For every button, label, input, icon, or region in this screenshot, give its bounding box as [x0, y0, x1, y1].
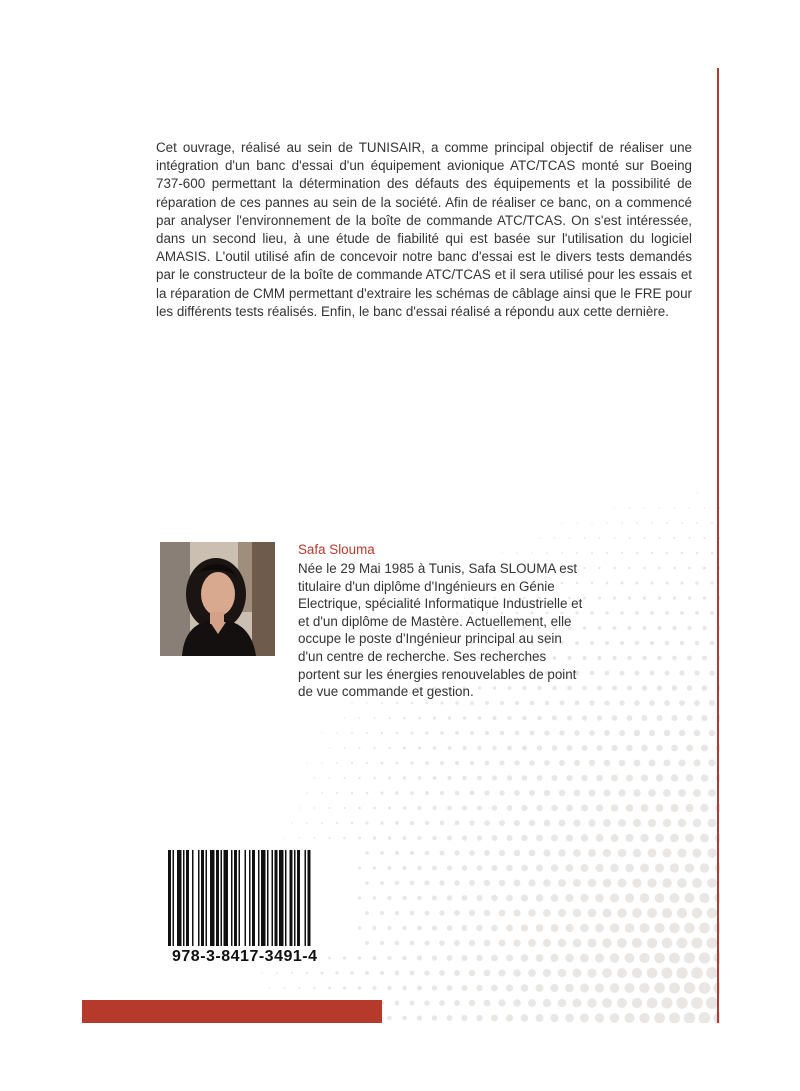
right-accent-rule	[717, 68, 719, 1023]
isbn-number: 978-3-8417-3491-4	[172, 948, 318, 965]
author-photo	[160, 542, 275, 656]
author-portrait-icon	[160, 542, 275, 656]
book-summary: Cet ouvrage, réalisé au sein de TUNISAIR, a comme principal objectif de réaliser une intégration d'un banc d'essai d'un équipement avionique ATC/TCAS monté sur Boeing 737-600 permettant la détermination des défauts des équipements et la possibilité de réparation de ces pannes au sein de la société. Afin de réaliser ce banc, on a commencé par analyser l'environnement de la boîte de commande ATC/TCAS. On s'est intéressée, dans un second lieu, à une étude de fiabilité qui est basée sur l'utilisation du logiciel AMASIS. L'outil utilisé afin de concevoir notre banc d'essai est le divers tests demandés par le constructeur de la boîte de commande ATC/TCAS et il sera utilisé pour les essais et la réparation de CMM permettant d'extraire les schémas de câblage ainsi que le FRE pour les différents tests réalisés. Enfin, le banc d'essai réalisé a répondu aux cette dernière.	[156, 140, 692, 319]
author-bio: Née le 29 Mai 1985 à Tunis, Safa SLOUMA est titulaire d'un diplôme d'Ingénieurs en Génie Electrique, spécialité Informatique Industrielle et et d'un diplôme de Mastère. Actuellement, elle occupe le poste d'Ingénieur principal au sein d'un centre de recherche. Ses recherches portent sur les énergies renouvelables de point de vue commande et gestion.	[298, 561, 583, 700]
barcode-icon	[164, 850, 356, 948]
bottom-accent-band	[82, 1000, 382, 1023]
author-name: Safa Slouma	[298, 542, 375, 557]
back-cover	[82, 68, 720, 1023]
